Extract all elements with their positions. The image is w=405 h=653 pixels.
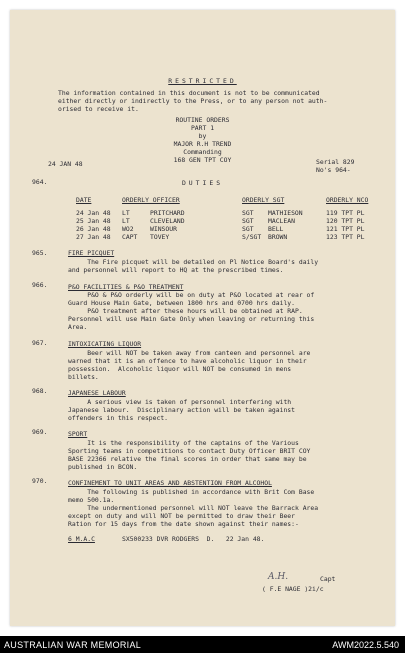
item-number-968: 968. — [32, 387, 48, 395]
item-line: P&O & P&O orderly will be on duty at P&O located at rear of — [68, 291, 315, 299]
duty-sgt-name: MATHIESON — [268, 209, 303, 217]
item-heading-po-facilities: P&O FACILITIES & P&O TREATMENT — [68, 283, 184, 291]
personnel-entry: SX500233 DVR RODGERS D. 22 Jan 48. — [122, 535, 265, 543]
item-line: It is the responsibility of the captains of the Various — [68, 439, 299, 447]
notice-line-1: The information contained in this document is not to be communicated — [58, 89, 320, 97]
item-number-964: 964. — [32, 178, 48, 186]
item-line: Japanese labour. Disciplinary action will be taken against — [68, 406, 296, 414]
item-line: The undermentioned personnel will NOT leave the Barrack Area — [68, 504, 319, 512]
item-line: The Fire picquet will be detailed on Pl Notice Board's daily — [68, 258, 319, 266]
duty-sgt-name: BELL — [268, 225, 284, 233]
item-line: billets. — [68, 373, 99, 381]
archive-footer-bar — [0, 636, 405, 653]
item-line: memo 500.1a. — [68, 496, 115, 504]
duty-date: 27 Jan 48 — [76, 233, 111, 241]
item-line: Personnel will use Main Gate Only when leaving or returning this — [68, 315, 315, 323]
duty-sgt-rank: SGT — [242, 209, 254, 217]
item-heading-sport: SPORT — [68, 430, 88, 438]
duty-date: 25 Jan 48 — [76, 217, 111, 225]
notice-line-2: either directly or indirectly to the Press, or to any person not auth- — [58, 97, 328, 105]
order-date: 24 JAN 48 — [48, 160, 83, 168]
duty-date: 24 Jan 48 — [76, 209, 111, 217]
duty-date: 26 Jan 48 — [76, 225, 111, 233]
item-number-970: 970. — [32, 477, 48, 485]
title-routine-orders: ROUTINE ORDERS — [175, 116, 230, 124]
archive-name: AUSTRALIAN WAR MEMORIAL — [4, 640, 142, 650]
item-line: published in BCON. — [68, 463, 138, 471]
signature-rank: Capt — [320, 575, 336, 583]
col-date: DATE — [76, 196, 92, 204]
item-line: A serious view is taken of personnel interfering with — [68, 398, 292, 406]
order-numbers: No's 964- — [316, 166, 351, 174]
item-line: BASE 22366 relative the final scores in order that same may be — [68, 455, 307, 463]
duty-sgt-name: MACLEAN — [268, 217, 295, 225]
duty-officer-name: TOVEY — [150, 233, 170, 241]
col-orderly-sgt: ORDERLY SGT — [242, 196, 285, 204]
duty-officer-rank: WO2 — [122, 225, 134, 233]
signature-block: ( F.E NAGE )2i/c — [262, 585, 324, 593]
handwritten-signature: A.H. — [268, 572, 289, 582]
item-line: offenders in this respect. — [68, 414, 169, 422]
duty-officer-rank: LT — [122, 217, 130, 225]
title-by: by — [198, 132, 207, 140]
title-commanding: Commanding — [183, 148, 222, 156]
document-page — [10, 10, 395, 626]
duty-officer-rank: LT — [122, 209, 130, 217]
item-line: except on duty and will NOT be permitted to draw their Beer — [68, 512, 296, 520]
col-orderly-officer: ORDERLY OFFICER — [122, 196, 180, 204]
item-line: warned that it is an offence to have alcoholic liquor in their — [68, 357, 307, 365]
notice-line-3: orised to receive it. — [58, 105, 139, 113]
duty-officer-name: PRITCHARD — [150, 209, 185, 217]
item-number-965: 965. — [32, 249, 48, 257]
item-line: Area. — [68, 323, 88, 331]
duty-officer-name: WINSOUR — [150, 225, 177, 233]
item-number-967: 967. — [32, 339, 48, 347]
duty-sgt-rank: SGT — [242, 225, 254, 233]
item-line: The following is published in accordance with Brit Com Base — [68, 488, 315, 496]
item-number-969: 969. — [32, 428, 48, 436]
title-unit: 168 GEN TPT COY — [173, 156, 232, 164]
duty-nco: 120 TPT PL — [326, 217, 365, 225]
title-commander: MAJOR R.H TREND — [173, 140, 232, 148]
col-orderly-nco: ORDERLY NCO — [326, 196, 369, 204]
item-line: Guard House Main Gate, between 1800 hrs and 0700 hrs daily. — [68, 299, 296, 307]
item-number-966: 966. — [32, 281, 48, 289]
personnel-unit: 6 M.A.C — [68, 535, 95, 543]
duties-heading: DUTIES — [181, 179, 224, 187]
archive-reference: AWM2022.5.540 — [332, 640, 399, 650]
item-line: and personnel will report to HQ at the prescribed times. — [68, 266, 284, 274]
item-heading-fire-picquet: FIRE PICQUET — [68, 249, 115, 257]
duty-sgt-name: BROWN — [268, 233, 288, 241]
duty-nco: 119 TPT PL — [326, 209, 365, 217]
duty-sgt-rank: SGT — [242, 217, 254, 225]
duty-sgt-rank: S/SGT — [242, 233, 262, 241]
title-part: PART 1 — [190, 124, 215, 132]
item-heading-intoxicating-liquor: INTOXICATING LIQUOR — [68, 340, 142, 348]
duty-nco: 123 TPT PL — [326, 233, 365, 241]
item-line: possession. Alcoholic liquor will NOT be consumed in mens — [68, 365, 292, 373]
duty-officer-name: CLEVELAND — [150, 217, 185, 225]
serial-number: Serial 829 — [316, 158, 355, 166]
item-line: Beer will NOT be taken away from canteen and personnel are — [68, 349, 311, 357]
duty-officer-rank: CAPT — [122, 233, 138, 241]
item-heading-confinement: CONFINEMENT TO UNIT AREAS AND ABSTENTION FROM ALCOHOL — [68, 479, 272, 487]
item-line: Ration for 15 days from the date shown against their names:- — [68, 520, 299, 528]
classification-heading: RESTRICTED — [168, 77, 237, 85]
item-line: Sporting teams in competitions to contact Duty Officer BRIT COY — [68, 447, 311, 455]
duty-nco: 121 TPT PL — [326, 225, 365, 233]
item-line: P&O treatment after these hours will be obtained at RAP. — [68, 307, 303, 315]
item-heading-japanese-labour: JAPANESE LABOUR — [68, 389, 126, 397]
